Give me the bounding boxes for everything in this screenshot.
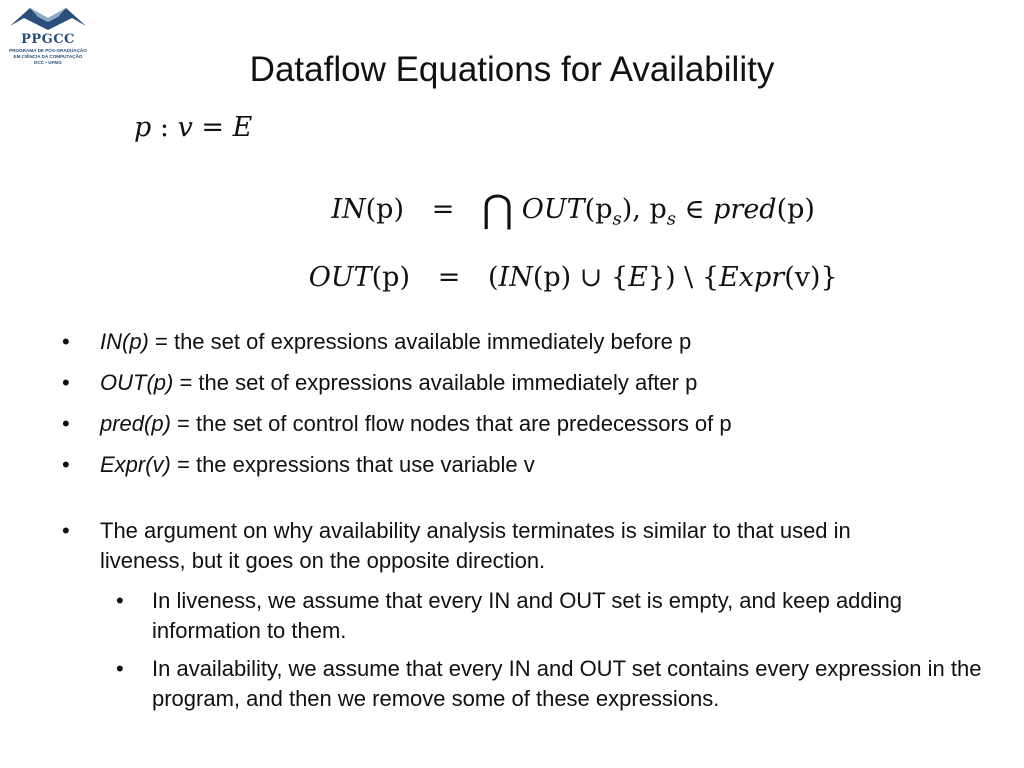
logo-subtitle-1: PROGRAMA DE PÓS-GRADUAÇÃO (9, 48, 87, 53)
out-equation (300, 262, 838, 293)
bullet-item (62, 409, 732, 439)
out-equals: = (437, 262, 461, 293)
argument-text: The argument on why availability analysis terminates is similar to that used in liveness, but it goes on the opposite direction. (100, 518, 851, 573)
set-minus: }) \ { (647, 262, 720, 293)
slide-title: Dataflow Equations for Availability (249, 50, 775, 89)
assignment-definition (134, 112, 252, 143)
pred-arg: (p) (776, 194, 815, 225)
bullet-item (62, 450, 535, 480)
bullet-term: OUT(p) (100, 370, 174, 395)
in-equals: = (431, 194, 455, 225)
bullet-dot: • (62, 370, 70, 395)
logo-roof-icon (6, 4, 90, 34)
paren-open: ( (488, 262, 499, 293)
argument-bullet (62, 516, 930, 576)
in-fn: IN (331, 194, 366, 225)
out-lhs-fn: OUT (308, 262, 372, 293)
bullet-dot: • (62, 452, 70, 477)
bullet-dot: • (116, 588, 124, 613)
bullet-item (62, 368, 698, 398)
bullet-term: pred(p) (100, 411, 171, 436)
union-part: (p) ∪ { (532, 262, 629, 293)
sub-bullet-availability (116, 654, 982, 714)
sub-bullet-text: In liveness, we assume that every IN and OUT set is empty, and keep adding information to them. (152, 588, 903, 643)
out-lhs-arg: (p) (371, 262, 410, 293)
var-v: v (177, 112, 193, 143)
var-e: E (232, 112, 253, 143)
ps-open: (p (584, 194, 613, 225)
bullet-dot: • (62, 411, 70, 436)
out-fn: OUT (521, 194, 585, 225)
logo-name: PPGCC (21, 32, 75, 47)
in-term: IN (498, 262, 533, 293)
bullet-dot: • (116, 656, 124, 681)
sub-s: s (612, 208, 622, 230)
logo-subtitle-3: DCC • UFMG (34, 60, 62, 65)
equals: = (192, 112, 233, 143)
ps-rest: ), p (621, 194, 667, 225)
logo-subtitle-2: EM CIÊNCIA DA COMPUTAÇÃO (13, 54, 83, 59)
sub-bullet-text: In availability, we assume that every IN and OUT set contains every expression in the program, and then we remove some of these expressions. (152, 656, 982, 711)
sub-s2: s (666, 208, 676, 230)
bullet-text: = the set of expressions available immediately before p (148, 329, 692, 354)
expr-fn: Expr (719, 262, 785, 293)
out-lhs (300, 262, 410, 293)
bullet-dot: • (62, 518, 70, 543)
bullet-term: Expr(v) (100, 452, 171, 477)
bullet-text: = the set of control flow nodes that are predecessors of p (170, 411, 732, 436)
bullet-text: = the expressions that use variable v (170, 452, 535, 477)
var-e2: E (628, 262, 648, 293)
pred-fn: pred (713, 194, 777, 225)
element-of: ∈ (675, 194, 714, 225)
in-lhs (300, 194, 404, 225)
expr-arg: (v)} (784, 262, 838, 293)
intersection-symbol: ⋂ (482, 187, 514, 231)
var-p: p (134, 112, 152, 143)
sub-bullet-liveness (116, 586, 982, 646)
colon: : (151, 112, 178, 143)
bullet-term: IN(p) (100, 329, 149, 354)
bullet-text: = the set of expressions available immediately after p (173, 370, 698, 395)
bullet-item (62, 327, 692, 357)
in-arg: (p) (365, 194, 404, 225)
in-equation (300, 187, 815, 231)
bullet-dot: • (62, 329, 70, 354)
